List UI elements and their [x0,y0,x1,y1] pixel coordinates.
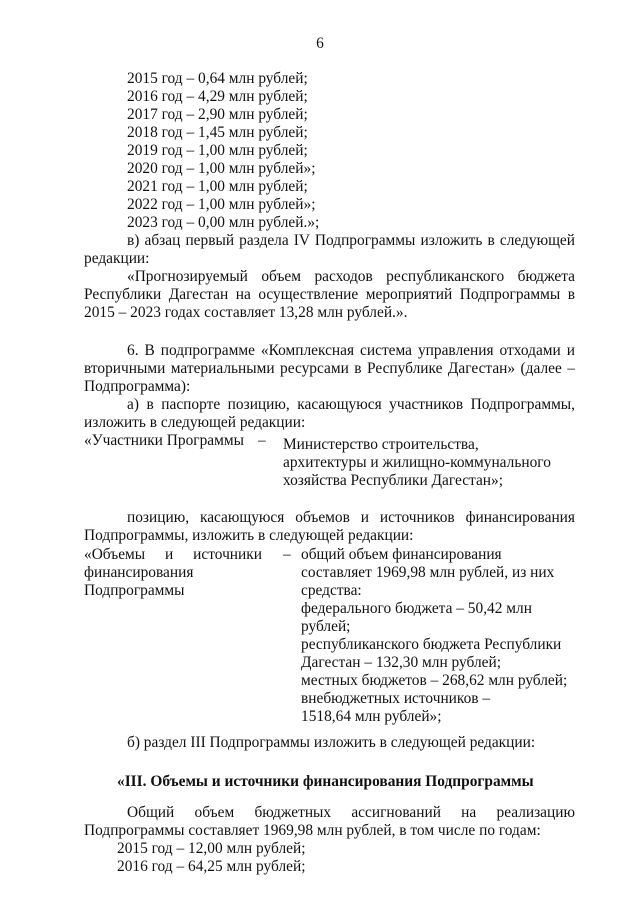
participants-label: «Участники Программы [84,432,244,449]
section-heading: «III. Объемы и источники финансирования Подпрограммы [117,773,534,790]
list-item: 2018 год – 1,45 млн рублей; [127,124,308,141]
list-item: 2015 год – 0,64 млн рублей; [127,70,308,87]
list-item: 2022 год – 1,00 млн рублей»; [127,196,316,213]
funding-label-line: «Объемы и источники [84,546,262,563]
participants-value-line: Министерство строительства, [283,436,479,453]
participants-dash: – [258,432,266,449]
position-paragraph-line: позицию, касающуюся объемов и источников финансирования [127,509,575,526]
funding-value-line: составляет 1969,98 млн рублей, из них [301,564,555,581]
funding-value-line: 1518,64 млн рублей»; [301,708,442,725]
paragraph-v-line: редакции: [84,250,150,267]
funding-value-line: общий объем финансирования [301,546,502,563]
total-paragraph-line: Общий объем бюджетных ассигнований на реализацию [127,804,575,821]
item-a-line: а) в паспорте позицию, касающуюся участников Подпрограммы, [127,396,575,413]
item-6-line: 6. В подпрограмме «Комплексная система управления отходами и [127,342,575,359]
item-b-line: б) раздел III Подпрограммы изложить в следующей редакции: [127,734,536,751]
item-a-line: изложить в следующей редакции: [84,414,306,431]
list-item: 2023 год – 0,00 млн рублей.»; [127,214,320,231]
list-item: 2020 год – 1,00 млн рублей»; [127,160,316,177]
list-item: 2016 год – 64,25 млн рублей; [117,858,306,875]
total-paragraph-line: Подпрограммы составляет 1969,98 млн рублей, в том числе по годам: [84,822,541,839]
position-paragraph-line: Подпрограммы, изложить в следующей редакции: [84,527,414,544]
page-number: 6 [316,35,324,52]
funding-value-line: федерального бюджета – 50,42 млн [301,600,532,617]
funding-dash: – [283,546,291,563]
funding-value-line: средства: [301,582,362,599]
forecast-quote-line: 2015 – 2023 годах составляет 13,28 млн рублей.». [84,304,408,321]
paragraph-v-line: в) абзац первый раздела IV Подпрограммы изложить в следующей [127,232,575,249]
list-item: 2019 год – 1,00 млн рублей; [127,142,308,159]
funding-value-line: внебюджетных источников – [301,690,491,707]
funding-value-line: местных бюджетов – 268,62 млн рублей; [301,672,568,689]
funding-label-line: финансирования [84,564,194,581]
participants-value-line: хозяйства Республики Дагестан»; [283,472,503,489]
list-item: 2017 год – 2,90 млн рублей; [127,106,308,123]
funding-value-line: республиканского бюджета Республики [301,636,562,653]
participants-value-line: архитектуры и жилищно-коммунального [283,454,551,471]
funding-label-line: Подпрограммы [84,582,185,599]
list-item: 2016 год – 4,29 млн рублей; [127,88,308,105]
forecast-quote-line: Республики Дагестан на осуществление мероприятий Подпрограммы в [84,286,575,303]
funding-value-line: Дагестан – 132,30 млн рублей; [301,654,501,671]
forecast-quote-line: «Прогнозируемый объем расходов республиканского бюджета [127,268,575,285]
list-item: 2015 год – 12,00 млн рублей; [117,840,306,857]
funding-value-line: рублей; [301,618,351,635]
item-6-line: вторичными материальными ресурсами в Республике Дагестан» (далее – [84,360,575,377]
item-6-line: Подпрограмма): [84,378,191,395]
list-item: 2021 год – 1,00 млн рублей; [127,178,308,195]
